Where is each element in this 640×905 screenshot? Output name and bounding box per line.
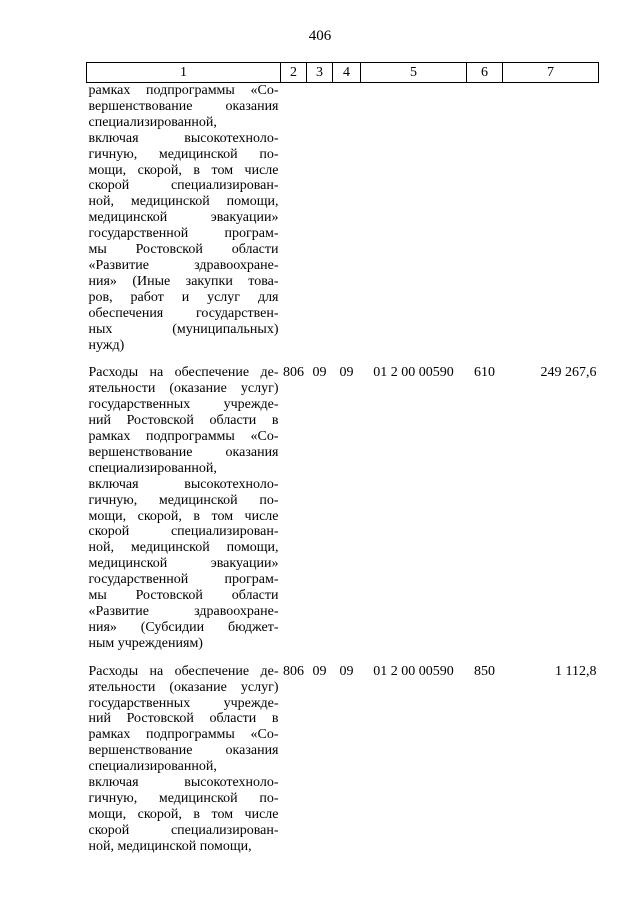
header-col-6: 6: [467, 63, 503, 83]
header-col-7: 7: [503, 63, 599, 83]
description-line: включая высокотехноло-: [88, 476, 279, 492]
description-line: специализированной,: [88, 114, 217, 130]
description-line: «Развитие здравоохране-: [88, 257, 279, 273]
description-line: ния» (Субсидии бюджет-: [88, 619, 279, 635]
ministry-code: 806: [283, 663, 304, 679]
table-header-row: [87, 63, 599, 83]
description-line: обеспечения государствен-: [88, 305, 279, 321]
description-line: «Развитие здравоохране-: [88, 604, 279, 619]
description-line: скорой специализирован-: [88, 178, 279, 194]
amount: [503, 83, 599, 366]
description-line: специализированной,: [88, 460, 217, 476]
row-description: [87, 83, 281, 366]
description-line: государственных учрежде-: [88, 695, 279, 711]
description-line: государственных учрежде-: [88, 397, 279, 413]
description-line: Расходы на обеспечение де-: [88, 365, 279, 381]
description-line: включая высокотехноло-: [88, 775, 279, 791]
description-line: Расходы на обеспечение де-: [88, 663, 279, 679]
description-line: скорой специализирован-: [88, 822, 279, 838]
header-col-4: 4: [333, 63, 361, 83]
section-code: 09: [312, 663, 327, 679]
description-line: мы Ростовской области: [88, 588, 279, 604]
description-line: включая высокотехноло-: [88, 130, 279, 146]
budget-table: [86, 62, 599, 855]
description-line: мощи, скорой, в том числе: [88, 162, 279, 178]
table-row: [87, 664, 599, 855]
header-col-3: 3: [307, 63, 333, 83]
description-line: вершенствование оказания: [88, 743, 279, 759]
expense-type-code: [467, 83, 503, 366]
row-description: [87, 664, 281, 855]
row-description: [87, 365, 281, 663]
section-code: 09: [312, 365, 327, 381]
ministry-code: 806: [283, 365, 304, 381]
header-col-1: 1: [87, 63, 281, 83]
description-line: медицинской эвакуации»: [88, 556, 279, 572]
description-line: мы Ростовской области: [88, 242, 279, 258]
expense-type-code: 610: [474, 365, 495, 381]
description-line: государственной програм-: [88, 226, 279, 242]
target-article-code: [361, 83, 467, 366]
description-line: ной, медицинской помощи,: [88, 540, 279, 556]
section-code: [307, 83, 333, 366]
description-line: ятельности (оказание услуг): [88, 381, 279, 397]
header-col-2: 2: [281, 63, 307, 83]
description-line: ров, работ и услуг для: [88, 289, 279, 305]
description-line: ния» (Иные закупки това-: [88, 273, 279, 289]
amount: 249 267,6: [540, 365, 597, 381]
table-row: [87, 83, 599, 366]
description-line: медицинской эвакуации»: [88, 210, 279, 226]
description-line: ятельности (оказание услуг): [88, 679, 279, 695]
header-col-5: 5: [361, 63, 467, 83]
target-article-code: 01 2 00 00590: [373, 663, 454, 679]
description-line: ным учреждениям): [88, 635, 203, 651]
ministry-code: [281, 83, 307, 366]
description-line: рамках подпрограммы «Со-: [88, 429, 279, 445]
amount: 1 112,8: [555, 663, 597, 679]
description-line: государственной програм-: [88, 572, 279, 588]
description-line: ной, медицинской помощи,: [88, 838, 252, 854]
description-line: вершенствование оказания: [88, 98, 279, 114]
subsection-code: 09: [339, 663, 354, 679]
description-line: ных (муниципальных): [88, 321, 279, 337]
description-line: скорой специализирован-: [88, 524, 279, 540]
target-article-code: 01 2 00 00590: [373, 365, 454, 381]
description-line: рамках подпрограммы «Со-: [88, 83, 279, 98]
description-line: нужд): [88, 337, 125, 353]
description-line: гичную, медицинской по-: [88, 146, 279, 162]
subsection-code: [333, 83, 361, 366]
description-line: гичную, медицинской по-: [88, 790, 279, 806]
description-line: ний Ростовской области в: [88, 413, 279, 429]
description-line: рамках подпрограммы «Со-: [88, 727, 279, 743]
description-line: вершенствование оказания: [88, 444, 279, 460]
subsection-code: 09: [339, 365, 354, 381]
description-line: мощи, скорой, в том числе: [88, 806, 279, 822]
description-line: специализированной,: [88, 759, 217, 775]
description-line: ний Ростовской области в: [88, 711, 279, 727]
expense-type-code: 850: [474, 663, 495, 679]
description-line: ной, медицинской помощи,: [88, 194, 279, 210]
table-row: [87, 365, 599, 663]
description-line: гичную, медицинской по-: [88, 492, 279, 508]
page-number: 406: [308, 28, 332, 44]
description-line: мощи, скорой, в том числе: [88, 508, 279, 524]
